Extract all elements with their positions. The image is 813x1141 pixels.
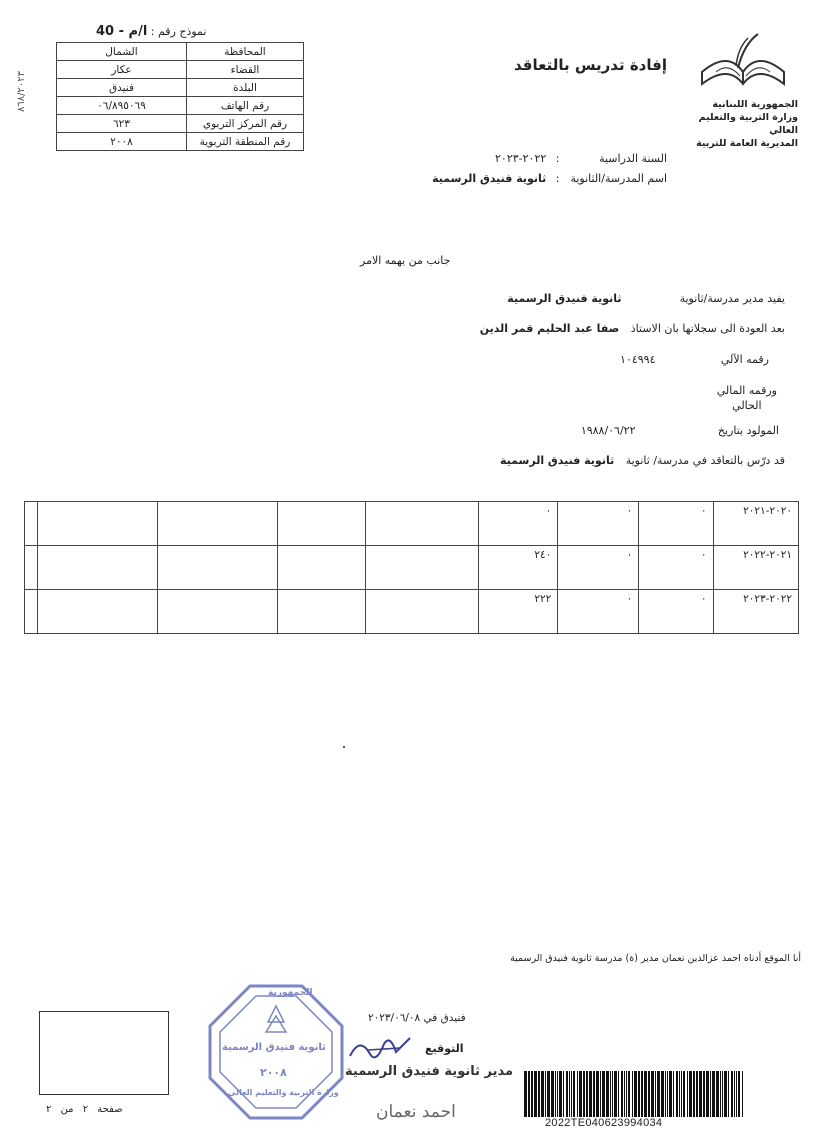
book-icon xyxy=(688,32,798,94)
barcode-bar xyxy=(628,1071,630,1117)
table-cell: ٢٠٢١-٢٠٢٢ xyxy=(713,546,798,590)
barcode-bar xyxy=(596,1071,599,1117)
barcode-bar xyxy=(720,1071,721,1117)
barcode-bar xyxy=(706,1071,709,1117)
table-cell xyxy=(278,546,366,590)
barcode-bar xyxy=(648,1071,650,1117)
info-value: عكار xyxy=(57,61,187,79)
info-row xyxy=(57,115,304,133)
barcode-bar xyxy=(606,1071,609,1117)
barcode-bar xyxy=(531,1071,533,1117)
barcode-bar xyxy=(577,1071,578,1117)
page-number: صفحة ٢ من ٢ xyxy=(46,1104,123,1115)
info-value: ٠٦/٨٩٥٠٦٩ xyxy=(57,97,187,115)
teaching-hours-table xyxy=(24,501,799,634)
table-cell: ٠ xyxy=(639,590,713,634)
director-school: ثانوية فنيدق الرسمية xyxy=(507,292,622,305)
table-cell xyxy=(278,590,366,634)
side-note: ٨٦٨/٢٠٢٣ xyxy=(16,71,27,112)
barcode-bar xyxy=(555,1071,556,1117)
form-number-label: نموذج رقم xyxy=(157,25,207,38)
signature-scribble xyxy=(340,1030,420,1066)
barcode-bar xyxy=(547,1071,550,1117)
barcode-bar xyxy=(716,1071,719,1117)
barcode-bar xyxy=(736,1071,737,1117)
info-row xyxy=(57,43,304,61)
place-date: فنيدق في ٢٠٢٣/٠٦/٠٨ xyxy=(368,1012,466,1024)
barcode-bar xyxy=(624,1071,625,1117)
info-label: رقم الهاتف xyxy=(187,97,304,115)
info-row xyxy=(57,133,304,151)
barcode-bar xyxy=(696,1071,698,1117)
barcode-bar xyxy=(731,1071,733,1117)
year-label: السنة الدراسية xyxy=(599,152,667,165)
table-cell: ٠ xyxy=(558,502,639,546)
declaration: أنا الموقع أدناه احمد عزالدين نعمان مدير (ة) مدرسة ثانوية فنيدق الرسمية xyxy=(510,953,801,964)
table-cell: ٢٠٢٠-٢٠٢١ xyxy=(713,502,798,546)
taught-label: قد درّس بالتعاقد في مدرسة/ ثانوية xyxy=(625,454,785,467)
table-cell: ٠ xyxy=(639,546,713,590)
barcode-bar xyxy=(738,1071,740,1117)
taught-line xyxy=(500,454,785,467)
barcode-bar xyxy=(655,1071,656,1117)
table-cell xyxy=(38,546,158,590)
barcode-bar xyxy=(524,1071,527,1117)
handwritten-name: احمد نعمان xyxy=(376,1102,456,1122)
info-value: ٢٠٠٨ xyxy=(57,133,187,151)
ministry-logo xyxy=(688,32,798,150)
table-cell xyxy=(158,546,278,590)
barcode-bar xyxy=(651,1071,654,1117)
barcode-bar xyxy=(679,1071,680,1117)
info-value: فنيدق xyxy=(57,79,187,97)
table-cell xyxy=(158,590,278,634)
info-row xyxy=(57,97,304,115)
year-value: ٢٠٢٢-٢٠٢٣ xyxy=(495,152,547,165)
table-cell: ٠ xyxy=(478,502,558,546)
barcode-bar xyxy=(638,1071,640,1117)
director-line xyxy=(507,292,785,305)
barcode-bar xyxy=(612,1071,613,1117)
table-cell: ٢٢٢ xyxy=(478,590,558,634)
table-cell xyxy=(25,590,38,634)
director-label: يفيد مدير مدرسة/ثانوية xyxy=(679,292,785,305)
table-cell xyxy=(278,502,366,546)
teacher-name: صفا عبد الحليم قمر الدين xyxy=(479,322,620,335)
salutation: جانب من يهمه الامر xyxy=(360,254,451,267)
financial-no-label: ورقمه المالي الحالي xyxy=(716,384,777,412)
info-label: القضاء xyxy=(187,61,304,79)
computer-no-line xyxy=(620,353,769,366)
barcode-bar xyxy=(689,1071,692,1117)
info-label: رقم المركز التربوي xyxy=(187,115,304,133)
barcode-bar xyxy=(557,1071,558,1117)
logo-line-2: وزارة التربية والتعليم العالي xyxy=(698,112,798,136)
barcode-bar xyxy=(724,1071,727,1117)
school-label: اسم المدرسة/الثانوية xyxy=(570,172,667,185)
page-title: إفادة تدريس بالتعاقد xyxy=(514,56,667,74)
barcode-bar xyxy=(528,1071,530,1117)
barcode-bar xyxy=(618,1071,619,1117)
barcode-bar xyxy=(676,1071,678,1117)
info-label: البلدة xyxy=(187,79,304,97)
barcode-bar xyxy=(583,1071,585,1117)
table-cell xyxy=(38,590,158,634)
info-value: ٦٢٣ xyxy=(57,115,187,133)
table-cell xyxy=(366,502,478,546)
signature-label: التوقيع xyxy=(425,1042,464,1055)
barcode-bar xyxy=(614,1071,617,1117)
barcode-bar xyxy=(566,1071,568,1117)
info-value: الشمال xyxy=(57,43,187,61)
school-stamp xyxy=(206,982,346,1122)
barcode-bar xyxy=(559,1071,562,1117)
barcode-bar xyxy=(644,1071,647,1117)
empty-box xyxy=(39,1011,169,1095)
table-row xyxy=(25,502,799,546)
info-label: المحافظة xyxy=(187,43,304,61)
stamp-ministry: وزارة التربية والتعليم العالي xyxy=(228,1088,339,1097)
barcode-bar xyxy=(593,1071,595,1117)
barcode-bar xyxy=(573,1071,575,1117)
barcode-bar xyxy=(687,1071,688,1117)
barcode-bar xyxy=(600,1071,601,1117)
form-number-value: ا/م - 40 xyxy=(96,24,148,39)
barcode-bar xyxy=(710,1071,711,1117)
barcode-bar xyxy=(693,1071,695,1117)
barcode-bar xyxy=(703,1071,705,1117)
logo-line-1: الجمهورية اللبنانية xyxy=(712,99,798,110)
barcode-bar xyxy=(632,1071,633,1117)
info-row xyxy=(57,61,304,79)
barcode-bar xyxy=(669,1071,672,1117)
teacher-line xyxy=(480,322,785,335)
barcode-bar xyxy=(602,1071,605,1117)
table-cell xyxy=(366,590,478,634)
barcode-bar xyxy=(657,1071,660,1117)
principal-title: مدير ثانوية فنيدق الرسمية xyxy=(345,1064,514,1079)
barcode-bar xyxy=(626,1071,627,1117)
teacher-label: بعد العودة الى سجلاتها بان الاستاذ xyxy=(630,322,785,335)
barcode-bar xyxy=(661,1071,664,1117)
barcode-bar xyxy=(699,1071,702,1117)
table-cell xyxy=(38,502,158,546)
barcode-bar xyxy=(563,1071,564,1117)
stamp-school: ثانوية فنيدق الرسمية xyxy=(222,1042,326,1053)
table-cell xyxy=(25,546,38,590)
barcode-bar xyxy=(667,1071,668,1117)
form-number: نموذج رقم : ا/م - 40 xyxy=(96,24,207,39)
barcode-bar xyxy=(728,1071,729,1117)
info-table xyxy=(56,42,304,151)
table-cell: ٠ xyxy=(558,590,639,634)
table-cell xyxy=(25,502,38,546)
barcode-bar xyxy=(538,1071,540,1117)
barcode-bar xyxy=(571,1071,572,1117)
barcode-bar xyxy=(621,1071,623,1117)
table-row xyxy=(25,546,799,590)
barcode-bar xyxy=(541,1071,544,1117)
table-row xyxy=(25,590,799,634)
birth-line xyxy=(581,424,779,437)
stamp-republic: الجمهورية xyxy=(268,988,313,998)
barcode-bar xyxy=(586,1071,588,1117)
barcode-bar xyxy=(712,1071,715,1117)
barcode-bar xyxy=(673,1071,674,1117)
table-cell: ٠ xyxy=(558,546,639,590)
barcode-bar xyxy=(683,1071,685,1117)
table-cell xyxy=(158,502,278,546)
barcode-bar xyxy=(551,1071,554,1117)
barcode-bar xyxy=(634,1071,637,1117)
barcode-bar xyxy=(742,1071,743,1117)
barcode-bar xyxy=(665,1071,666,1117)
stamp-number: ٢٠٠٨ xyxy=(260,1066,287,1079)
barcode-bar xyxy=(534,1071,537,1117)
table-cell xyxy=(366,546,478,590)
table-cell: ٠ xyxy=(639,502,713,546)
computer-no-value: ١٠٤٩٩٤ xyxy=(620,353,656,366)
stray-dot xyxy=(343,746,345,748)
barcode-bar xyxy=(681,1071,682,1117)
barcode-bar xyxy=(734,1071,735,1117)
table-cell: ٢٠٢٢-٢٠٢٣ xyxy=(713,590,798,634)
table-cell: ٢٤٠ xyxy=(478,546,558,590)
barcode-bar xyxy=(610,1071,611,1117)
year-row: السنة الدراسية : ٢٠٢٢-٢٠٢٣ xyxy=(495,152,667,165)
barcode xyxy=(522,1071,802,1117)
school-row: اسم المدرسة/الثانوية : ثانوية فنيدق الرسمية xyxy=(432,172,667,185)
barcode-bar xyxy=(722,1071,723,1117)
barcode-bar xyxy=(579,1071,582,1117)
info-label: رقم المنطقة التربوية xyxy=(187,133,304,151)
computer-no-label: رقمه الآلي xyxy=(720,353,769,366)
logo-line-3: المديرية العامة للتربية xyxy=(696,138,798,149)
birth-label: المولود بتاريخ xyxy=(717,424,779,437)
school-value: ثانوية فنيدق الرسمية xyxy=(432,172,547,185)
birth-value: ١٩٨٨/٠٦/٢٢ xyxy=(580,424,636,437)
barcode-bar xyxy=(569,1071,570,1117)
barcode-text: 2022TE040623994034 xyxy=(545,1117,663,1129)
taught-school: ثانوية فنيدق الرسمية xyxy=(500,454,615,467)
barcode-bar xyxy=(545,1071,546,1117)
info-row xyxy=(57,79,304,97)
barcode-bar xyxy=(589,1071,592,1117)
barcode-bar xyxy=(641,1071,643,1117)
